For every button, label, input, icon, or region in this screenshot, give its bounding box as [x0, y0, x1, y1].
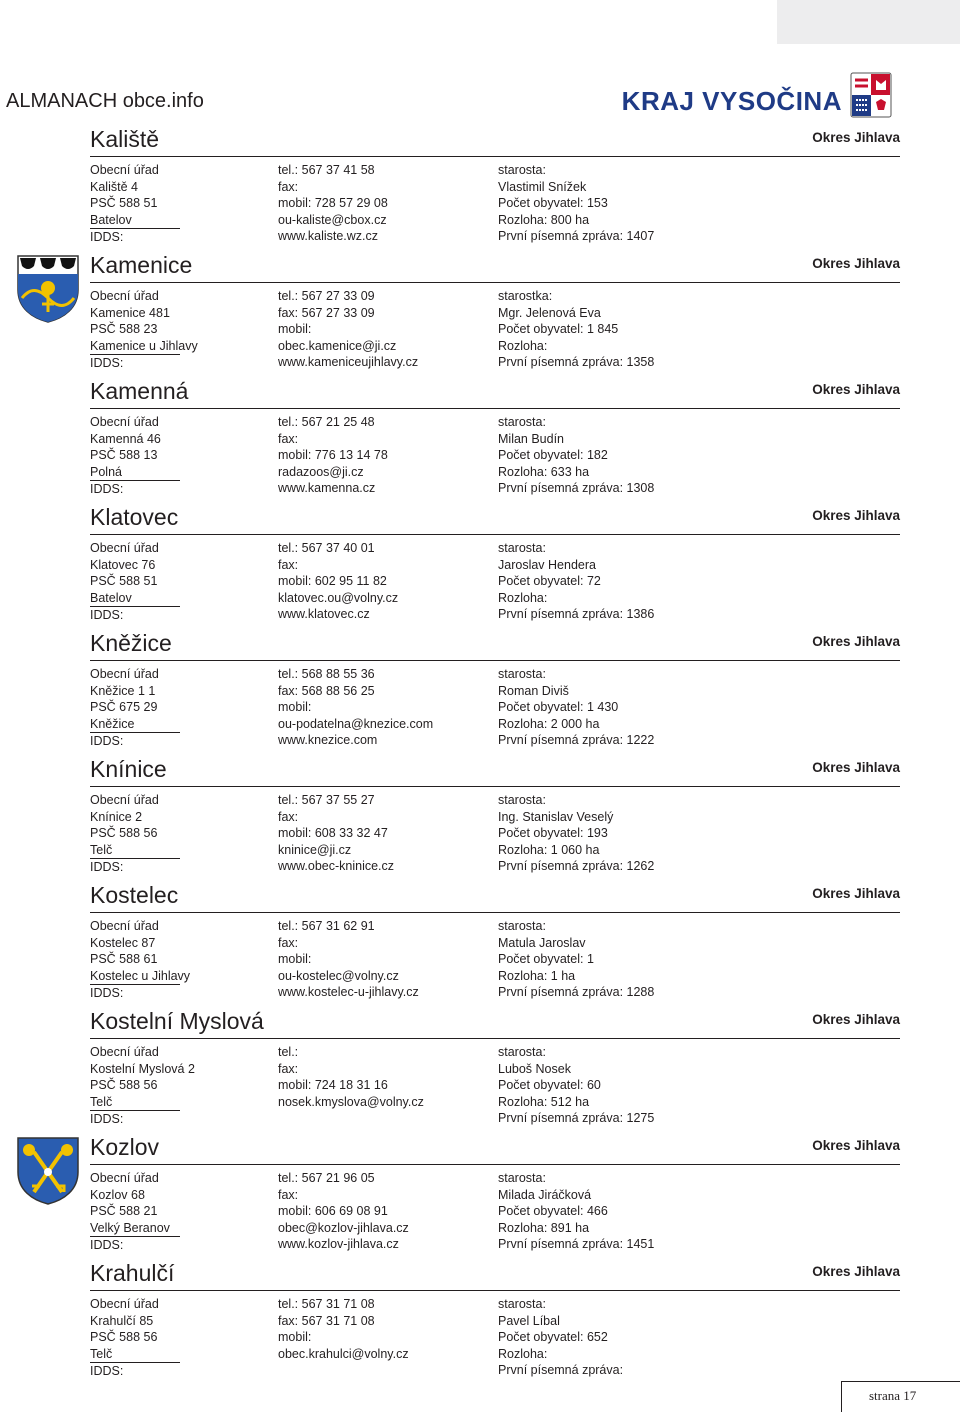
- district-label: Okres Jihlava: [812, 1264, 900, 1279]
- info-column-1: [90, 666, 180, 750]
- info-line: Jaroslav Hendera: [498, 557, 596, 572]
- info-line: Rozloha: 1 060 ha: [498, 842, 600, 857]
- info-line: PSČ 588 56: [90, 826, 158, 841]
- info-line: Klatovec 76: [90, 557, 156, 572]
- info-line[interactable]: www.kozlov-jihlava.cz: [278, 1237, 399, 1252]
- info-line: První písemná zpráva: 1288: [498, 985, 655, 1000]
- info-line: IDDS:: [90, 1238, 124, 1253]
- info-line: tel.: 567 37 55 27: [278, 793, 375, 807]
- info-line: Knínice 2: [90, 809, 143, 824]
- info-line: PSČ 588 51: [90, 574, 158, 589]
- info-line: Batelov: [90, 590, 180, 608]
- info-line: fax: 567 27 33 09: [278, 305, 375, 320]
- info-line: PSČ 588 56: [90, 1330, 158, 1345]
- info-column-1: [90, 918, 191, 1002]
- info-column-1: [90, 1170, 180, 1254]
- info-line: Telč: [90, 1094, 180, 1112]
- info-line: První písemná zpráva: 1407: [498, 229, 655, 244]
- info-line: Kamenná 46: [90, 431, 161, 446]
- info-column-2: [278, 414, 388, 497]
- info-line: starosta:: [498, 1045, 546, 1059]
- divider: [90, 282, 900, 283]
- info-column-1: [90, 1296, 180, 1380]
- region-title: KRAJ VYSOČINA: [621, 86, 842, 116]
- info-line[interactable]: ou-kostelec@volny.cz: [278, 968, 399, 983]
- info-line: tel.: 567 21 96 05: [278, 1171, 375, 1185]
- info-line[interactable]: obec@kozlov-jihlava.cz: [278, 1220, 409, 1235]
- info-line: mobil: 608 33 32 47: [278, 826, 388, 841]
- info-line: Luboš Nosek: [498, 1061, 571, 1076]
- info-line: Obecní úřad: [90, 541, 159, 555]
- info-column-1: [90, 1044, 195, 1128]
- info-line: První písemná zpráva: 1222: [498, 733, 655, 748]
- info-column-3: [498, 162, 654, 245]
- info-line: Roman Diviš: [498, 683, 569, 698]
- info-line: PSČ 588 51: [90, 196, 158, 211]
- kamenice-coat-of-arms-icon: [16, 254, 80, 324]
- info-column-2: [278, 792, 394, 875]
- info-column-1: [90, 540, 180, 624]
- info-line: Počet obyvatel: 1 430: [498, 700, 619, 715]
- brand-title: ALMANACH obce.info: [6, 90, 204, 112]
- kozlov-coat-of-arms-icon: [16, 1136, 80, 1206]
- info-line: Obecní úřad: [90, 415, 159, 429]
- info-line: Obecní úřad: [90, 793, 159, 807]
- municipality-entry: [90, 252, 900, 370]
- municipality-entry: [90, 504, 900, 622]
- info-line[interactable]: radazoos@ji.cz: [278, 464, 364, 479]
- info-line: PSČ 675 29: [90, 700, 158, 715]
- info-line: starosta:: [498, 163, 546, 177]
- divider: [90, 534, 900, 535]
- info-line[interactable]: obec.kamenice@ji.cz: [278, 338, 397, 353]
- info-line: IDDS:: [90, 608, 124, 623]
- info-line: Rozloha: 800 ha: [498, 212, 590, 227]
- info-line: Rozloha: 1 ha: [498, 968, 576, 983]
- info-column-1: [90, 792, 180, 876]
- info-column-2: [278, 666, 433, 749]
- district-label: Okres Jihlava: [812, 1138, 900, 1153]
- info-line: Milan Budín: [498, 431, 565, 446]
- municipality-name: Kostelní Myslová: [90, 1008, 264, 1034]
- info-line: Počet obyvatel: 72: [498, 574, 601, 589]
- info-column-2: [278, 1296, 409, 1379]
- municipality-entry: [90, 1260, 900, 1378]
- info-line: První písemná zpráva: 1451: [498, 1237, 655, 1252]
- municipality-name: Kostelec: [90, 882, 179, 908]
- municipality-entry: [90, 126, 900, 244]
- info-line[interactable]: www.kostelec-u-jihlavy.cz: [278, 985, 419, 1000]
- info-line: starosta:: [498, 415, 546, 429]
- info-line: mobil: 728 57 29 08: [278, 196, 388, 211]
- info-line: Rozloha:: [498, 590, 548, 605]
- info-line[interactable]: nosek.kmyslova@volny.cz: [278, 1094, 424, 1109]
- info-line[interactable]: obec.krahulci@volny.cz: [278, 1346, 409, 1361]
- municipality-entry: [90, 882, 900, 1000]
- info-line[interactable]: [278, 1362, 409, 1379]
- info-line: tel.: 567 27 33 09: [278, 289, 375, 303]
- info-column-3: [498, 1170, 654, 1253]
- info-column-1: [90, 288, 198, 372]
- info-line: Pavel Líbal: [498, 1313, 560, 1328]
- info-column-3: [498, 1296, 623, 1379]
- info-line: První písemná zpráva: 1358: [498, 355, 655, 370]
- info-line: fax: 567 31 71 08: [278, 1313, 375, 1328]
- info-line: starostka:: [498, 289, 553, 303]
- district-label: Okres Jihlava: [812, 256, 900, 271]
- municipality-entry: [90, 756, 900, 874]
- info-line: starosta:: [498, 1171, 546, 1185]
- info-line: Kamenice 481: [90, 305, 170, 320]
- info-line: První písemná zpráva: 1275: [498, 1111, 655, 1126]
- info-line: fax:: [278, 809, 299, 824]
- info-line: Rozloha:: [498, 338, 548, 353]
- info-line: Počet obyvatel: 153: [498, 196, 608, 211]
- region-coat-of-arms-icon: [850, 72, 892, 118]
- info-line: fax:: [278, 557, 299, 572]
- info-column-3: [498, 792, 654, 875]
- info-column-2: [278, 162, 388, 245]
- divider: [90, 912, 900, 913]
- info-line: mobil:: [278, 322, 312, 337]
- district-label: Okres Jihlava: [812, 382, 900, 397]
- divider: [90, 1038, 900, 1039]
- info-line: IDDS:: [90, 230, 124, 245]
- info-line: tel.:: [278, 1045, 299, 1059]
- municipality-entry: [90, 1134, 900, 1252]
- info-line: Obecní úřad: [90, 667, 159, 681]
- info-line: Počet obyvatel: 193: [498, 826, 608, 841]
- info-line: První písemná zpráva: 1308: [498, 481, 655, 496]
- info-column-2: [278, 1044, 424, 1127]
- info-line: mobil: 602 95 11 82: [278, 574, 387, 589]
- info-line[interactable]: www.klatovec.cz: [278, 607, 370, 622]
- info-line: Obecní úřad: [90, 1171, 159, 1185]
- info-line: Kněžice: [90, 716, 180, 734]
- info-line: Kozlov 68: [90, 1187, 145, 1202]
- info-line[interactable]: www.kamenna.cz: [278, 481, 376, 496]
- info-line: starosta:: [498, 793, 546, 807]
- divider: [90, 1290, 900, 1291]
- info-line: tel.: 568 88 55 36: [278, 667, 375, 681]
- info-line[interactable]: www.kameniceujihlavy.cz: [278, 355, 419, 370]
- info-line: mobil:: [278, 700, 312, 715]
- info-line[interactable]: [278, 1110, 424, 1127]
- municipality-entry: [90, 630, 900, 748]
- info-column-3: [498, 414, 654, 497]
- municipality-name: Kněžice: [90, 630, 172, 656]
- info-line: mobil:: [278, 1330, 312, 1345]
- info-line: mobil: 776 13 14 78: [278, 448, 388, 463]
- info-line: Obecní úřad: [90, 1045, 159, 1059]
- info-line: Telč: [90, 1346, 180, 1364]
- info-line[interactable]: www.knezice.com: [278, 733, 378, 748]
- info-line: Polná: [90, 464, 180, 482]
- info-line: Kamenice u Jihlavy: [90, 338, 180, 356]
- info-line: Rozloha:: [498, 1346, 548, 1361]
- info-line[interactable]: ou-kaliste@cbox.cz: [278, 212, 387, 227]
- page-footer: [841, 1381, 960, 1412]
- municipality-name: Kozlov: [90, 1134, 160, 1160]
- info-line: fax:: [278, 1061, 299, 1076]
- info-line: IDDS:: [90, 482, 124, 497]
- municipality-entry: [90, 1008, 900, 1126]
- info-column-2: [278, 918, 419, 1001]
- info-line: Krahulčí 85: [90, 1313, 154, 1328]
- info-column-2: [278, 288, 418, 371]
- info-line: Matula Jaroslav: [498, 935, 586, 950]
- info-line: IDDS:: [90, 1364, 124, 1379]
- info-column-1: [90, 162, 180, 246]
- info-line: Obecní úřad: [90, 289, 159, 303]
- info-line: starosta:: [498, 919, 546, 933]
- info-line: Kostelec u Jihlavy: [90, 968, 180, 986]
- info-line: starosta:: [498, 541, 546, 555]
- info-line: fax:: [278, 179, 299, 194]
- info-line[interactable]: kninice@ji.cz: [278, 842, 352, 857]
- info-line: Velký Beranov: [90, 1220, 180, 1238]
- info-line[interactable]: www.obec-kninice.cz: [278, 859, 395, 874]
- info-line: starosta:: [498, 1297, 546, 1311]
- info-line[interactable]: ou-podatelna@knezice.com: [278, 716, 434, 731]
- info-column-2: [278, 540, 398, 623]
- info-column-3: [498, 288, 654, 371]
- info-line: Počet obyvatel: 182: [498, 448, 608, 463]
- info-line: Rozloha: 2 000 ha: [498, 716, 600, 731]
- info-line: tel.: 567 31 71 08: [278, 1297, 375, 1311]
- info-line: IDDS:: [90, 356, 124, 371]
- divider: [90, 1164, 900, 1165]
- info-column-3: [498, 1044, 654, 1127]
- info-line: Počet obyvatel: 466: [498, 1204, 608, 1219]
- info-line: Ing. Stanislav Veselý: [498, 809, 614, 824]
- divider: [90, 408, 900, 409]
- info-line: mobil: 724 18 31 16: [278, 1078, 388, 1093]
- info-line: Obecní úřad: [90, 1297, 159, 1311]
- info-line: Obecní úřad: [90, 163, 159, 177]
- municipality-name: Klatovec: [90, 504, 179, 530]
- info-line[interactable]: klatovec.ou@volny.cz: [278, 590, 399, 605]
- info-line: První písemná zpráva: 1262: [498, 859, 655, 874]
- info-line: tel.: 567 37 41 58: [278, 163, 375, 177]
- info-line: mobil:: [278, 952, 312, 967]
- district-label: Okres Jihlava: [812, 508, 900, 523]
- info-line: První písemná zpráva: 1386: [498, 607, 655, 622]
- district-label: Okres Jihlava: [812, 760, 900, 775]
- info-line: Počet obyvatel: 60: [498, 1078, 601, 1093]
- district-label: Okres Jihlava: [812, 130, 900, 145]
- district-label: Okres Jihlava: [812, 886, 900, 901]
- info-line: PSČ 588 23: [90, 322, 158, 337]
- district-label: Okres Jihlava: [812, 1012, 900, 1027]
- info-line: IDDS:: [90, 1112, 124, 1127]
- divider: [90, 660, 900, 661]
- municipality-name: Kamenná: [90, 378, 189, 404]
- info-line: Vlastimil Snížek: [498, 179, 587, 194]
- municipality-name: Kaliště: [90, 126, 160, 152]
- info-line: Batelov: [90, 212, 180, 230]
- info-line: Počet obyvatel: 652: [498, 1330, 608, 1345]
- info-line: IDDS:: [90, 734, 124, 749]
- municipality-name: Kamenice: [90, 252, 193, 278]
- info-line: fax:: [278, 935, 299, 950]
- info-line: tel.: 567 37 40 01: [278, 541, 375, 555]
- info-line: PSČ 588 21: [90, 1204, 158, 1219]
- info-line: Počet obyvatel: 1: [498, 952, 594, 967]
- district-label: Okres Jihlava: [812, 634, 900, 649]
- info-column-2: [278, 1170, 409, 1253]
- info-column-3: [498, 666, 654, 749]
- municipality-name: Krahulčí: [90, 1260, 175, 1286]
- info-line: mobil: 606 69 08 91: [278, 1204, 388, 1219]
- info-line: tel.: 567 21 25 48: [278, 415, 375, 429]
- info-line: Kostelní Myslová 2: [90, 1061, 195, 1076]
- info-column-3: [498, 540, 654, 623]
- info-line: tel.: 567 31 62 91: [278, 919, 375, 933]
- municipality-entry: [90, 378, 900, 496]
- info-column-3: [498, 918, 654, 1001]
- info-line: fax: 568 88 56 25: [278, 683, 375, 698]
- corner-decoration: [777, 0, 960, 44]
- info-line: Obecní úřad: [90, 919, 159, 933]
- info-line: PSČ 588 13: [90, 448, 158, 463]
- info-line: Mgr. Jelenová Eva: [498, 305, 601, 320]
- info-line: PSČ 588 56: [90, 1078, 158, 1093]
- info-line: Telč: [90, 842, 180, 860]
- info-line: Kaliště 4: [90, 179, 138, 194]
- info-line: Rozloha: 512 ha: [498, 1094, 590, 1109]
- divider: [90, 156, 900, 157]
- info-line: Rozloha: 891 ha: [498, 1220, 590, 1235]
- municipality-name: Knínice: [90, 756, 167, 782]
- info-column-1: [90, 414, 180, 498]
- info-line: Milada Jiráčková: [498, 1187, 592, 1202]
- info-line: Kostelec 87: [90, 935, 156, 950]
- info-line: Kněžice 1 1: [90, 683, 156, 698]
- info-line: fax:: [278, 431, 299, 446]
- divider: [90, 786, 900, 787]
- info-line: PSČ 588 61: [90, 952, 158, 967]
- info-line: Počet obyvatel: 1 845: [498, 322, 619, 337]
- info-line: IDDS:: [90, 986, 124, 1001]
- info-line[interactable]: www.kaliste.wz.cz: [278, 229, 379, 244]
- info-line: IDDS:: [90, 860, 124, 875]
- info-line: fax:: [278, 1187, 299, 1202]
- info-line: První písemná zpráva:: [498, 1363, 624, 1378]
- page-number: strana 17: [869, 1388, 917, 1403]
- info-line: Rozloha: 633 ha: [498, 464, 590, 479]
- info-line: starosta:: [498, 667, 546, 681]
